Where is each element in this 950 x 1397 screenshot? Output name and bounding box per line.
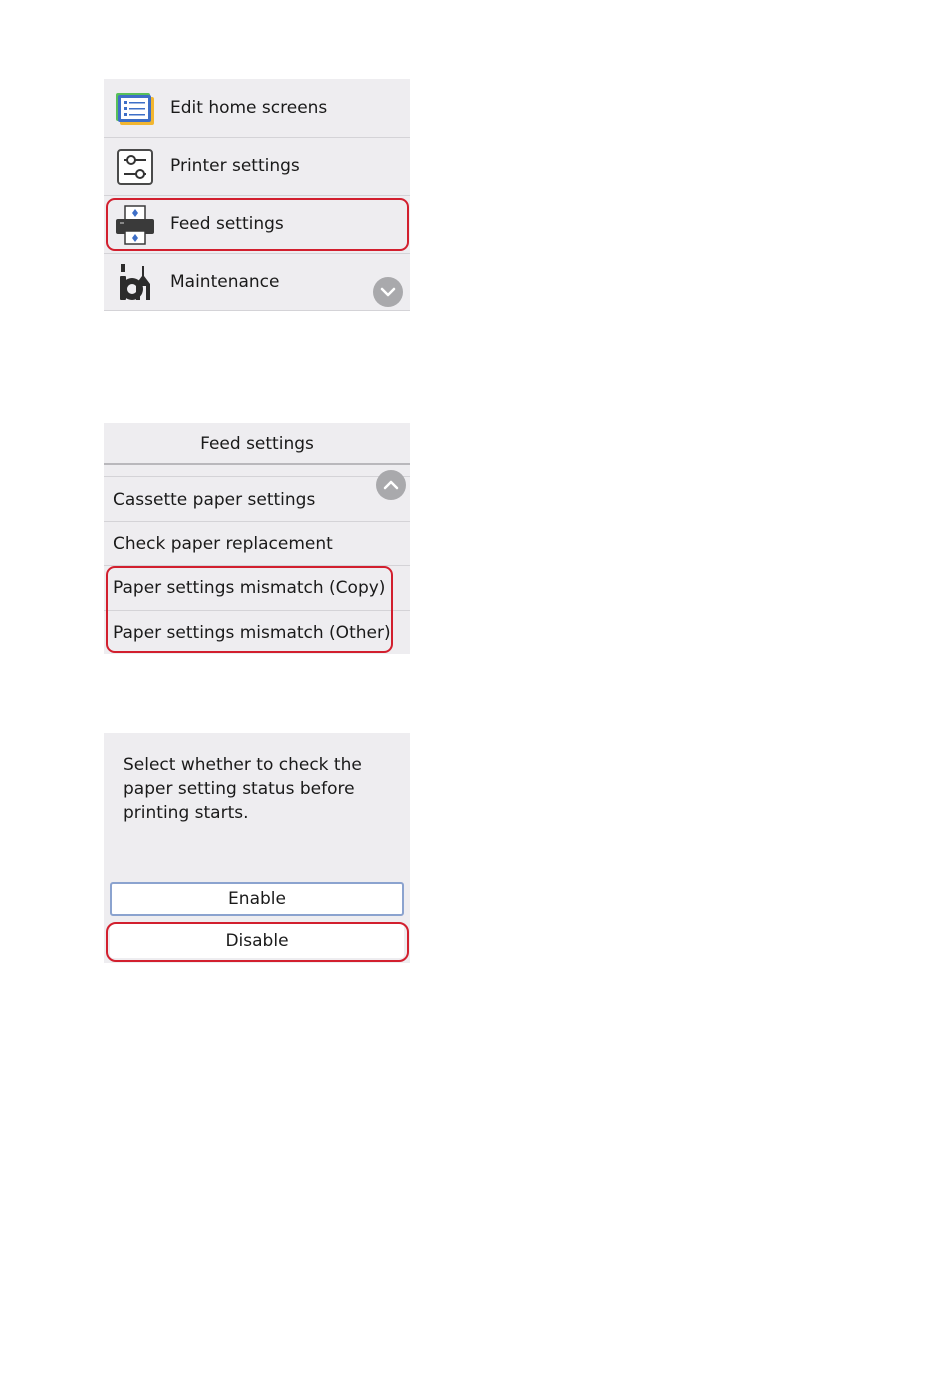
menu-item-paper-settings-mismatch-copy[interactable] [104, 566, 410, 610]
menu-item-paper-settings-mismatch-other[interactable] [104, 611, 410, 654]
menu-item-label: Paper settings mismatch (Other) [113, 623, 391, 643]
menu-item-label: Check paper replacement [113, 534, 333, 554]
header-divider [104, 463, 410, 465]
chevron-up-icon[interactable] [376, 470, 406, 500]
message-line: Select whether to check the [123, 755, 362, 775]
paper-mismatch-dialog [104, 733, 410, 963]
divider [104, 310, 410, 311]
menu-item-maintenance[interactable] [104, 254, 410, 311]
menu-item-printer-settings[interactable] [104, 138, 410, 195]
feed-settings-icon [114, 204, 156, 246]
feed-settings-menu [104, 423, 410, 654]
dialog-message [123, 753, 393, 825]
menu-item-label: Edit home screens [170, 98, 328, 118]
disable-button[interactable]: Disable [110, 924, 404, 958]
maintenance-icon [118, 262, 156, 304]
menu-item-edit-home-screens[interactable] [104, 79, 410, 137]
menu-item-label: Printer settings [170, 156, 300, 176]
message-line: printing starts. [123, 803, 249, 823]
edit-home-screens-icon [114, 91, 156, 127]
chevron-down-icon[interactable] [373, 277, 403, 307]
enable-button[interactable]: Enable [110, 882, 404, 916]
menu-item-label: Paper settings mismatch (Copy) [113, 578, 386, 598]
page-title: Feed settings [200, 434, 314, 454]
menu-item-label: Feed settings [170, 214, 284, 234]
screen-header [104, 423, 410, 463]
menu-item-label: Maintenance [170, 272, 280, 292]
message-line: paper setting status before [123, 779, 355, 799]
menu-item-cassette-paper-settings[interactable] [104, 477, 410, 521]
printer-settings-icon [116, 148, 154, 186]
menu-item-check-paper-replacement[interactable] [104, 522, 410, 565]
menu-item-label: Cassette paper settings [113, 490, 316, 510]
home-settings-menu [104, 79, 410, 311]
menu-item-feed-settings[interactable] [104, 196, 410, 253]
